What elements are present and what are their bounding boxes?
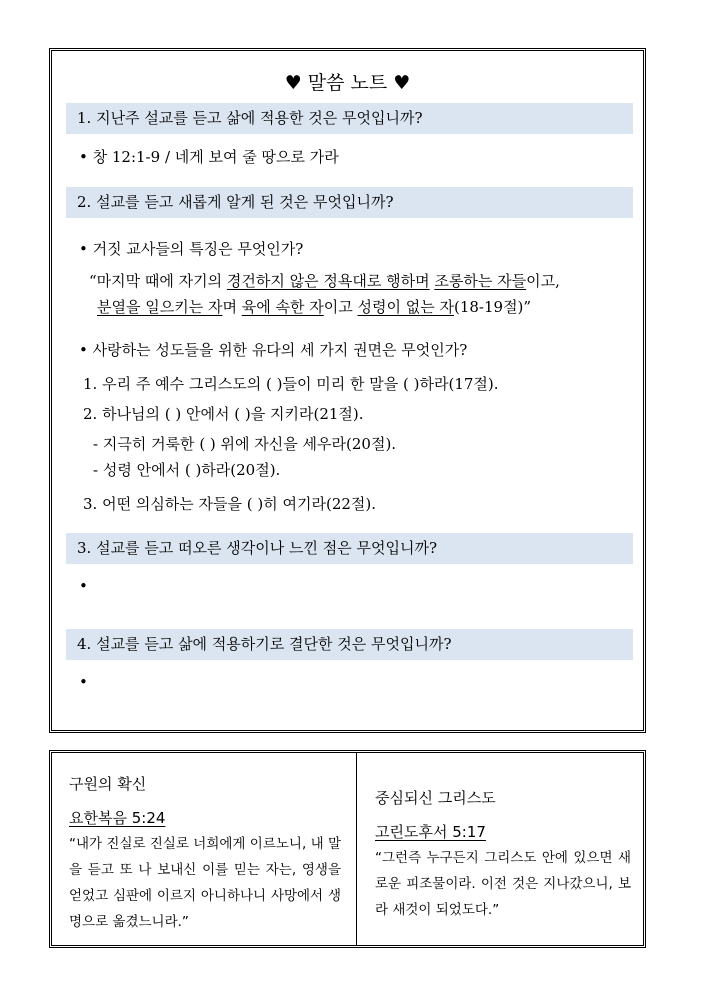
prompt-false-teachers: • 거짓 교사들의 특징은 무엇인가? [79, 240, 304, 258]
quote-line-2 [97, 296, 531, 317]
answer-4-bullet: • [79, 673, 88, 691]
quote-text: 이고, [526, 272, 560, 290]
question-1-bar: 1. 지난주 설교를 듣고 삶에 적용한 것은 무엇입니까? [66, 103, 633, 134]
prompt-exhortations: • 사랑하는 성도들을 위한 유다의 세 가지 권면은 무엇인가? [79, 341, 468, 359]
memory-verse-box [49, 750, 646, 948]
exhortation-3: 3. 어떤 의심하는 자들을 ( )히 여기라(22절). [83, 495, 377, 513]
underlined-phrase: 경건하지 않은 정욕대로 행하며 [226, 272, 430, 290]
question-3-bar: 3. 설교를 듣고 떠오른 생각이나 느낀 점은 무엇입니까? [66, 533, 633, 564]
answer-3-bullet: • [79, 577, 88, 595]
quote-text: 며 [222, 298, 242, 316]
quote-line-1 [89, 270, 560, 291]
underlined-phrase: 분열을 일으키는 자 [97, 298, 223, 316]
verse-right-text: “그런즉 누구든지 그리스도 안에 있으면 새로운 피조물이라. 이전 것은 지나갔으니, 보라 새것이 되었도다.” [375, 850, 631, 918]
verse-right-title: 중심되신 그리스도 [375, 789, 496, 807]
exhortation-2: 2. 하나님의 ( ) 안에서 ( )을 지키라(21절). [83, 405, 364, 423]
column-divider [356, 753, 357, 945]
answer-1: • 창 12:1-9 / 네게 보여 줄 땅으로 가라 [79, 148, 339, 166]
underlined-phrase: 성령이 없는 자 [357, 298, 454, 316]
underlined-phrase: 조롱하는 자들 [434, 272, 527, 290]
exhortation-2-sub-1: - 지극히 거룩한 ( ) 위에 자신을 세우라(20절). [93, 435, 397, 453]
note-title: ♥ 말씀 노트 ♥ [284, 72, 411, 94]
question-2-bar: 2. 설교를 듣고 새롭게 알게 된 것은 무엇입니까? [66, 187, 633, 218]
quote-text: 이고 [323, 298, 358, 316]
sermon-note-box [49, 48, 646, 733]
verse-left-text: “내가 진실로 진실로 너희에게 이르노니, 내 말을 듣고 또 나 보내신 이를 믿는 자는, 영생을 얻었고 심판에 이르지 아니하나니 사망에서 생명으로 옮겼느니라.” [69, 836, 341, 930]
verse-left-title: 구원의 확신 [69, 775, 147, 793]
verse-right-reference: 고린도후서 5:17 [375, 823, 486, 841]
quote-text: (18-19절)” [453, 298, 532, 316]
quote-text: “마지막 때에 자기의 [89, 272, 227, 290]
verse-left-reference: 요한복음 5:24 [69, 809, 166, 827]
exhortation-1: 1. 우리 주 예수 그리스도의 ( )들이 미리 한 말을 ( )하라(17절). [83, 375, 499, 393]
underlined-phrase: 육에 속한 자 [241, 298, 324, 316]
exhortation-2-sub-2: - 성령 안에서 ( )하라(20절). [93, 461, 281, 479]
question-4-bar: 4. 설교를 듣고 삶에 적용하기로 결단한 것은 무엇입니까? [66, 629, 633, 660]
